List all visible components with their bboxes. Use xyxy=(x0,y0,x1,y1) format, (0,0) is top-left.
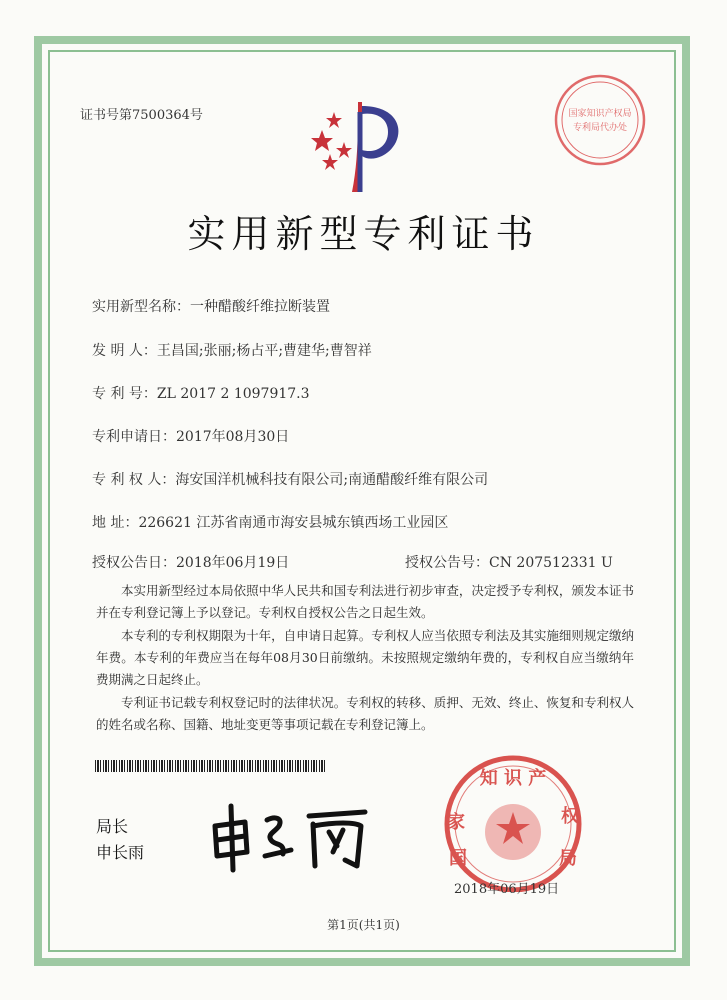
inventor-value: 王昌国;张丽;杨占平;曹建华;曹智祥 xyxy=(156,343,372,359)
small-seal-icon xyxy=(550,70,650,170)
svg-text:国家知识产权局: 国家知识产权局 xyxy=(568,109,632,119)
office-seal-icon xyxy=(418,752,608,892)
holder-value: 海安国洋机械科技有限公司;南通醋酸纤维有限公司 xyxy=(175,472,489,488)
director-title: 局长 xyxy=(96,817,129,836)
field-inventor xyxy=(92,340,372,360)
patent-number-value: ZL 2017 2 1097917.3 xyxy=(156,386,310,402)
address-value: 226621 江苏省南通市海安县城东镇西场工业园区 xyxy=(138,515,449,531)
name-value: 一种醋酸纤维拉断装置 xyxy=(190,299,330,315)
svg-text:局: 局 xyxy=(559,848,577,869)
svg-text:国: 国 xyxy=(449,848,467,869)
filing-date-label: 专利申请日： xyxy=(92,429,176,445)
barcode xyxy=(95,760,327,772)
inventor-label: 发 明 人： xyxy=(92,343,157,359)
grant-number-value: CN 207512331 U xyxy=(489,555,613,571)
field-grant-date xyxy=(92,552,289,572)
patent-office-logo-icon xyxy=(300,92,420,202)
page-footer: 第1页(共1页) xyxy=(327,918,400,932)
paragraph-3: 专利证书记载专利权登记时的法律状况。专利权的转移、质押、无效、终止、恢复和专利权人的姓名或名称、国籍、地址变更等事项记载在专利登记簿上。 xyxy=(96,695,634,732)
handwritten-signature xyxy=(205,796,375,876)
seal-date: 2018年06月19日 xyxy=(454,882,560,897)
field-address xyxy=(92,512,448,532)
address-label: 地 址： xyxy=(92,515,139,531)
certificate-title: 实用新型专利证书 xyxy=(187,212,540,256)
field-patent-number xyxy=(92,383,310,403)
svg-text:权: 权 xyxy=(561,806,579,827)
certificate-number: 证书号第7500364号 xyxy=(80,108,203,123)
director-name: 申长雨 xyxy=(96,843,145,862)
patent-number-label: 专 利 号： xyxy=(92,386,157,402)
holder-label: 专 利 权 人： xyxy=(92,472,176,488)
svg-text:家: 家 xyxy=(447,812,465,833)
field-grant-number xyxy=(405,552,613,572)
field-holder xyxy=(92,469,488,489)
grant-number-label: 授权公告号： xyxy=(405,555,489,571)
name-label: 实用新型名称： xyxy=(92,299,190,315)
paragraph-1: 本实用新型经过本局依照中华人民共和国专利法进行初步审查，决定授予专利权，颁发本证书并在专利登记簿上予以登记。专利权自授权公告之日起生效。 xyxy=(96,583,634,620)
svg-text:专利局代办处: 专利局代办处 xyxy=(572,123,628,133)
grant-date-label: 授权公告日： xyxy=(92,555,176,571)
grant-date-value: 2018年06月19日 xyxy=(176,555,290,571)
field-filing-date xyxy=(92,426,289,446)
svg-text:知 识 产: 知 识 产 xyxy=(479,768,547,789)
field-name xyxy=(92,296,330,316)
filing-date-value: 2017年08月30日 xyxy=(176,429,290,445)
paragraph-2: 本专利的专利权期限为十年，自申请日起算。专利权人应当依照专利法及其实施细则规定缴纳年费。本专利的年费应当在每年08月30日前缴纳。未按照规定缴纳年费的，专利权自应当缴纳年费期满之日起终止。 xyxy=(96,628,634,687)
